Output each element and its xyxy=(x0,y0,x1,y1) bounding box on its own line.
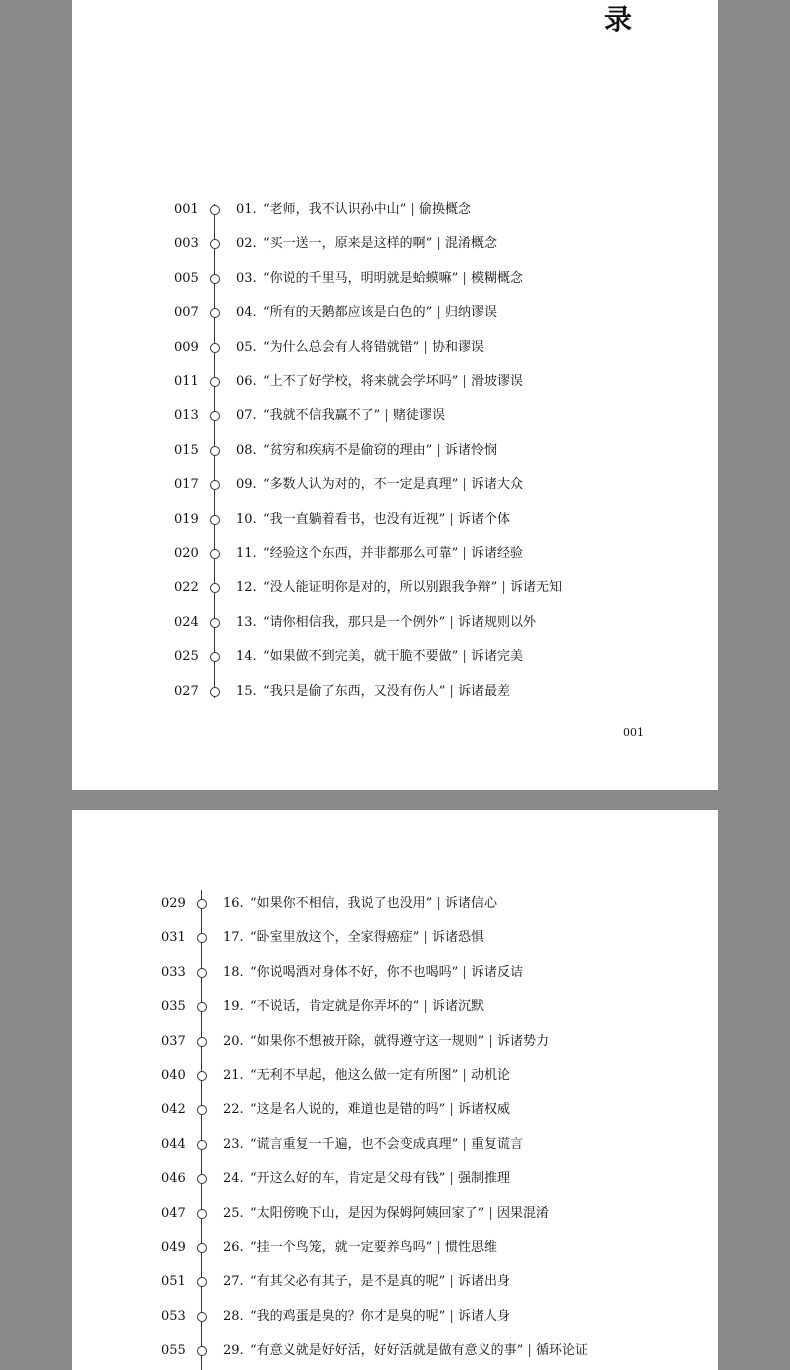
separator: | xyxy=(458,1136,471,1152)
entry-index: 05. xyxy=(236,339,257,355)
separator: | xyxy=(432,1240,445,1255)
toc-entry[interactable] xyxy=(72,894,718,914)
toc-entry[interactable] xyxy=(72,269,718,289)
entry-quote: “为什么总会有人将错就错” xyxy=(263,339,420,355)
entry-index: 18. xyxy=(223,964,244,980)
entry-index: 26. xyxy=(223,1240,244,1255)
entry-fallacy-tag: 归纳谬误 xyxy=(444,305,497,321)
entry-page-number: 035 xyxy=(161,999,186,1015)
entry-title xyxy=(263,475,523,495)
entry-page-number: 044 xyxy=(161,1136,186,1152)
timeline-node-icon xyxy=(210,446,220,456)
entry-quote: “多数人认为对的，不一定是真理” xyxy=(263,477,459,493)
timeline-node-icon xyxy=(197,1002,207,1012)
entry-page-number: 029 xyxy=(161,896,186,911)
entry-fallacy-tag: 循环论证 xyxy=(535,1343,588,1359)
entry-title xyxy=(263,234,497,254)
timeline-node-icon xyxy=(210,618,220,628)
entry-page-number: 040 xyxy=(161,1068,186,1083)
entry-page-number: 053 xyxy=(161,1308,186,1324)
toc-entry[interactable] xyxy=(72,997,718,1017)
entry-title xyxy=(250,894,497,914)
entry-fallacy-tag: 强制推理 xyxy=(457,1171,510,1187)
entry-title xyxy=(263,338,484,358)
timeline-node-icon xyxy=(197,1312,207,1322)
separator: | xyxy=(484,1205,497,1221)
separator: | xyxy=(458,649,471,665)
timeline-node-icon xyxy=(210,687,220,697)
entry-fallacy-tag: 协和谬误 xyxy=(431,339,484,355)
separator: | xyxy=(445,683,458,699)
entry-page-number: 027 xyxy=(174,683,199,699)
toc-entry[interactable] xyxy=(72,1169,718,1189)
entry-page-number: 031 xyxy=(161,930,186,946)
page-folio: 001 xyxy=(623,726,644,739)
entry-page-number: 011 xyxy=(174,374,199,389)
entry-title xyxy=(250,963,523,983)
entry-fallacy-tag: 诉诸反诘 xyxy=(470,964,523,980)
separator: | xyxy=(445,1102,458,1118)
entry-fallacy-tag: 重复谎言 xyxy=(470,1136,523,1152)
toc-heading: 录 xyxy=(604,3,633,36)
entry-title xyxy=(263,544,523,564)
entry-quote: “我一直躺着看书，也没有近视” xyxy=(263,511,446,527)
timeline-node-icon xyxy=(197,968,207,978)
toc-entry[interactable] xyxy=(72,510,718,530)
timeline-node-icon xyxy=(210,377,220,387)
toc-entry[interactable] xyxy=(72,1341,718,1361)
timeline-node-icon xyxy=(197,1277,207,1287)
toc-entry[interactable] xyxy=(72,1307,718,1327)
entry-quote: “这是名人说的，难道也是错的吗” xyxy=(250,1102,446,1118)
entry-title xyxy=(250,1238,497,1258)
entry-title xyxy=(250,1341,588,1361)
entry-quote: “你说的千里马，明明就是蛤蟆嘛” xyxy=(263,270,459,286)
timeline-node-icon xyxy=(197,1243,207,1253)
timeline-node-icon xyxy=(197,1209,207,1219)
timeline-node-icon xyxy=(210,480,220,490)
toc-entry[interactable] xyxy=(72,928,718,948)
separator: | xyxy=(419,930,432,946)
entry-title xyxy=(250,997,484,1017)
toc-entry[interactable] xyxy=(72,544,718,564)
entry-quote: “如果你不相信，我说了也没用” xyxy=(250,896,433,911)
toc-entry[interactable] xyxy=(72,1066,718,1086)
entry-page-number: 046 xyxy=(161,1171,186,1187)
entry-index: 19. xyxy=(223,999,244,1015)
entry-fallacy-tag: 诉诸完美 xyxy=(470,649,523,665)
entry-page-number: 024 xyxy=(174,614,199,630)
entry-index: 09. xyxy=(236,477,257,493)
toc-entry[interactable] xyxy=(72,1238,718,1258)
entry-page-number: 005 xyxy=(174,270,199,286)
entry-page-number: 022 xyxy=(174,580,199,596)
entry-fallacy-tag: 因果混淆 xyxy=(496,1205,549,1221)
entry-title xyxy=(263,303,497,323)
timeline-node-icon xyxy=(210,583,220,593)
toc-page-1 xyxy=(72,0,718,790)
separator: | xyxy=(523,1343,536,1359)
entry-index: 07. xyxy=(236,408,257,424)
toc-page-2 xyxy=(72,810,718,1370)
separator: | xyxy=(380,408,393,424)
toc-entry[interactable] xyxy=(72,475,718,495)
entry-title xyxy=(250,1066,510,1086)
entry-page-number: 042 xyxy=(161,1102,186,1118)
entry-quote: “买一送一，原来是这样的啊” xyxy=(263,236,433,252)
entry-page-number: 025 xyxy=(174,649,199,665)
entry-fallacy-tag: 惯性思维 xyxy=(444,1240,497,1255)
entry-page-number: 017 xyxy=(174,477,199,493)
separator: | xyxy=(445,511,458,527)
toc-entry[interactable] xyxy=(72,1135,718,1155)
entry-fallacy-tag: 滑坡谬误 xyxy=(470,374,523,389)
entry-fallacy-tag: 诉诸经验 xyxy=(470,546,523,561)
timeline-node-icon xyxy=(210,343,220,353)
separator: | xyxy=(406,202,419,217)
timeline-node-icon xyxy=(197,1140,207,1150)
entry-index: 20. xyxy=(223,1033,244,1049)
entry-fallacy-tag: 模糊概念 xyxy=(470,270,523,286)
entry-fallacy-tag: 混淆概念 xyxy=(444,236,497,252)
entry-index: 24. xyxy=(223,1171,244,1187)
toc-entry[interactable] xyxy=(72,372,718,392)
entry-quote: “你说喝酒对身体不好，你不也喝吗” xyxy=(250,964,459,980)
entry-quote: “请你相信我，那只是一个例外” xyxy=(263,614,446,630)
entry-quote: “如果做不到完美，就干脆不要做” xyxy=(263,649,459,665)
toc-entry[interactable] xyxy=(72,1204,718,1224)
separator: | xyxy=(458,964,471,980)
timeline-node-icon xyxy=(210,274,220,284)
entry-page-number: 013 xyxy=(174,408,199,424)
entry-quote: “我只是偷了东西，又没有伤人” xyxy=(263,683,446,699)
entry-quote: “经验这个东西，并非都那么可靠” xyxy=(263,546,459,561)
entry-title xyxy=(263,578,562,598)
entry-fallacy-tag: 诉诸怜悯 xyxy=(444,442,497,458)
entry-index: 11. xyxy=(236,546,257,561)
timeline-node-icon xyxy=(197,1037,207,1047)
entry-fallacy-tag: 诉诸沉默 xyxy=(431,999,484,1015)
entry-page-number: 009 xyxy=(174,339,199,355)
entry-quote: “无利不早起，他这么做一定有所图” xyxy=(250,1068,459,1083)
entry-index: 04. xyxy=(236,305,257,321)
entry-fallacy-tag: 偷换概念 xyxy=(418,202,471,217)
entry-title xyxy=(250,1272,510,1292)
entry-title xyxy=(250,1032,549,1052)
entry-title xyxy=(263,682,510,702)
entry-fallacy-tag: 诉诸恐惧 xyxy=(431,930,484,946)
entry-title xyxy=(250,1135,523,1155)
entry-index: 27. xyxy=(223,1274,244,1290)
entry-index: 10. xyxy=(236,511,257,527)
entry-page-number: 001 xyxy=(174,202,199,217)
entry-title xyxy=(250,928,484,948)
entry-quote: “如果你不想被开除，就得遵守这一规则” xyxy=(250,1033,485,1049)
toc-entry[interactable] xyxy=(72,234,718,254)
entry-index: 08. xyxy=(236,442,257,458)
toc-entry[interactable] xyxy=(72,613,718,633)
entry-index: 16. xyxy=(223,896,244,911)
timeline-node-icon xyxy=(197,899,207,909)
entry-fallacy-tag: 诉诸信心 xyxy=(444,896,497,911)
entry-title xyxy=(263,406,445,426)
entry-fallacy-tag: 诉诸最差 xyxy=(457,683,510,699)
entry-title xyxy=(250,1100,510,1120)
separator: | xyxy=(445,1171,458,1187)
timeline-node-icon xyxy=(210,652,220,662)
timeline-node-icon xyxy=(197,1105,207,1115)
separator: | xyxy=(432,305,445,321)
timeline-node-icon xyxy=(210,239,220,249)
toc-entry[interactable] xyxy=(72,963,718,983)
entry-page-number: 020 xyxy=(174,546,199,561)
entry-title xyxy=(250,1307,510,1327)
separator: | xyxy=(484,1033,497,1049)
toc-entry[interactable] xyxy=(72,647,718,667)
entry-fallacy-tag: 诉诸权威 xyxy=(457,1102,510,1118)
toc-entry[interactable] xyxy=(72,441,718,461)
separator: | xyxy=(419,339,432,355)
entry-fallacy-tag: 诉诸势力 xyxy=(496,1033,549,1049)
separator: | xyxy=(419,999,432,1015)
entry-index: 06. xyxy=(236,374,257,389)
entry-fallacy-tag: 诉诸个体 xyxy=(457,511,510,527)
separator: | xyxy=(432,236,445,252)
entry-title xyxy=(250,1169,510,1189)
separator: | xyxy=(497,580,510,596)
separator: | xyxy=(458,374,471,389)
entry-quote: “我的鸡蛋是臭的？你才是臭的呢” xyxy=(250,1308,446,1324)
toc-entry[interactable] xyxy=(72,1100,718,1120)
separator: | xyxy=(445,1308,458,1324)
entry-title xyxy=(263,510,510,530)
entry-title xyxy=(263,200,471,220)
entry-index: 14. xyxy=(236,649,257,665)
timeline-node-icon xyxy=(210,308,220,318)
timeline-node-icon xyxy=(210,515,220,525)
entry-index: 02. xyxy=(236,236,257,252)
entry-index: 25. xyxy=(223,1205,244,1221)
separator: | xyxy=(445,1274,458,1290)
entry-page-number: 007 xyxy=(174,305,199,321)
timeline-node-icon xyxy=(210,411,220,421)
entry-quote: “没人能证明你是对的，所以别跟我争辩” xyxy=(263,580,498,596)
separator: | xyxy=(458,1068,471,1083)
entry-title xyxy=(263,613,536,633)
entry-index: 17. xyxy=(223,930,244,946)
entry-title xyxy=(263,647,523,667)
entry-fallacy-tag: 诉诸出身 xyxy=(457,1274,510,1290)
entry-page-number: 047 xyxy=(161,1205,186,1221)
entry-page-number: 015 xyxy=(174,442,199,458)
timeline-node-icon xyxy=(197,1346,207,1356)
entry-quote: “有其父必有其子，是不是真的呢” xyxy=(250,1274,446,1290)
entry-page-number: 033 xyxy=(161,964,186,980)
toc-entry[interactable] xyxy=(72,303,718,323)
entry-index: 12. xyxy=(236,580,257,596)
entry-fallacy-tag: 赌徒谬误 xyxy=(392,408,445,424)
entry-index: 13. xyxy=(236,614,257,630)
entry-quote: “不说话，肯定就是你弄坏的” xyxy=(250,999,420,1015)
entry-index: 28. xyxy=(223,1308,244,1324)
toc-entry[interactable] xyxy=(72,200,718,220)
toc-entry[interactable] xyxy=(72,1272,718,1292)
entry-index: 01. xyxy=(236,202,257,217)
toc-entry[interactable] xyxy=(72,1032,718,1052)
toc-entry[interactable] xyxy=(72,338,718,358)
entry-quote: “挂一个鸟笼，就一定要养鸟吗” xyxy=(250,1240,433,1255)
separator: | xyxy=(458,546,471,561)
entry-index: 22. xyxy=(223,1102,244,1118)
toc-entry[interactable] xyxy=(72,578,718,598)
entry-page-number: 037 xyxy=(161,1033,186,1049)
entry-fallacy-tag: 动机论 xyxy=(470,1068,510,1083)
entry-fallacy-tag: 诉诸大众 xyxy=(470,477,523,493)
entry-fallacy-tag: 诉诸人身 xyxy=(457,1308,510,1324)
timeline-node-icon xyxy=(197,1174,207,1184)
entry-quote: “贫穷和疾病不是偷窃的理由” xyxy=(263,442,433,458)
separator: | xyxy=(432,442,445,458)
timeline-node-icon xyxy=(210,205,220,215)
separator: | xyxy=(445,614,458,630)
entry-page-number: 019 xyxy=(174,511,199,527)
toc-entry[interactable] xyxy=(72,406,718,426)
entry-fallacy-tag: 诉诸规则以外 xyxy=(457,614,536,630)
timeline-node-icon xyxy=(210,549,220,559)
entry-quote: “所有的天鹅都应该是白色的” xyxy=(263,305,433,321)
separator: | xyxy=(432,896,445,911)
entry-index: 21. xyxy=(223,1068,244,1083)
entry-index: 03. xyxy=(236,270,257,286)
entry-quote: “我就不信我赢不了” xyxy=(263,408,381,424)
entry-quote: “谎言重复一千遍，也不会变成真理” xyxy=(250,1136,459,1152)
separator: | xyxy=(458,270,471,286)
entry-title xyxy=(263,441,497,461)
entry-quote: “老师，我不认识孙中山” xyxy=(263,202,407,217)
entry-quote: “太阳傍晚下山，是因为保姆阿姨回家了” xyxy=(250,1205,485,1221)
entry-title xyxy=(263,372,523,392)
entry-page-number: 051 xyxy=(161,1274,186,1290)
timeline-node-icon xyxy=(197,933,207,943)
separator: | xyxy=(458,477,471,493)
entry-title xyxy=(250,1204,549,1224)
entry-index: 29. xyxy=(223,1343,244,1359)
entry-index: 15. xyxy=(236,683,257,699)
entry-page-number: 049 xyxy=(161,1240,186,1255)
entry-quote: “开这么好的车，肯定是父母有钱” xyxy=(250,1171,446,1187)
entry-quote: “卧室里放这个，全家得癌症” xyxy=(250,930,420,946)
entry-quote: “上不了好学校，将来就会学坏吗” xyxy=(263,374,459,389)
timeline-node-icon xyxy=(197,1071,207,1081)
entry-quote: “有意义就是好好活，好好活就是做有意义的事” xyxy=(250,1343,524,1359)
entry-index: 23. xyxy=(223,1136,244,1152)
entry-title xyxy=(263,269,523,289)
entry-fallacy-tag: 诉诸无知 xyxy=(509,580,562,596)
entry-page-number: 003 xyxy=(174,236,199,252)
entry-page-number: 055 xyxy=(161,1343,186,1359)
toc-entry[interactable] xyxy=(72,682,718,702)
